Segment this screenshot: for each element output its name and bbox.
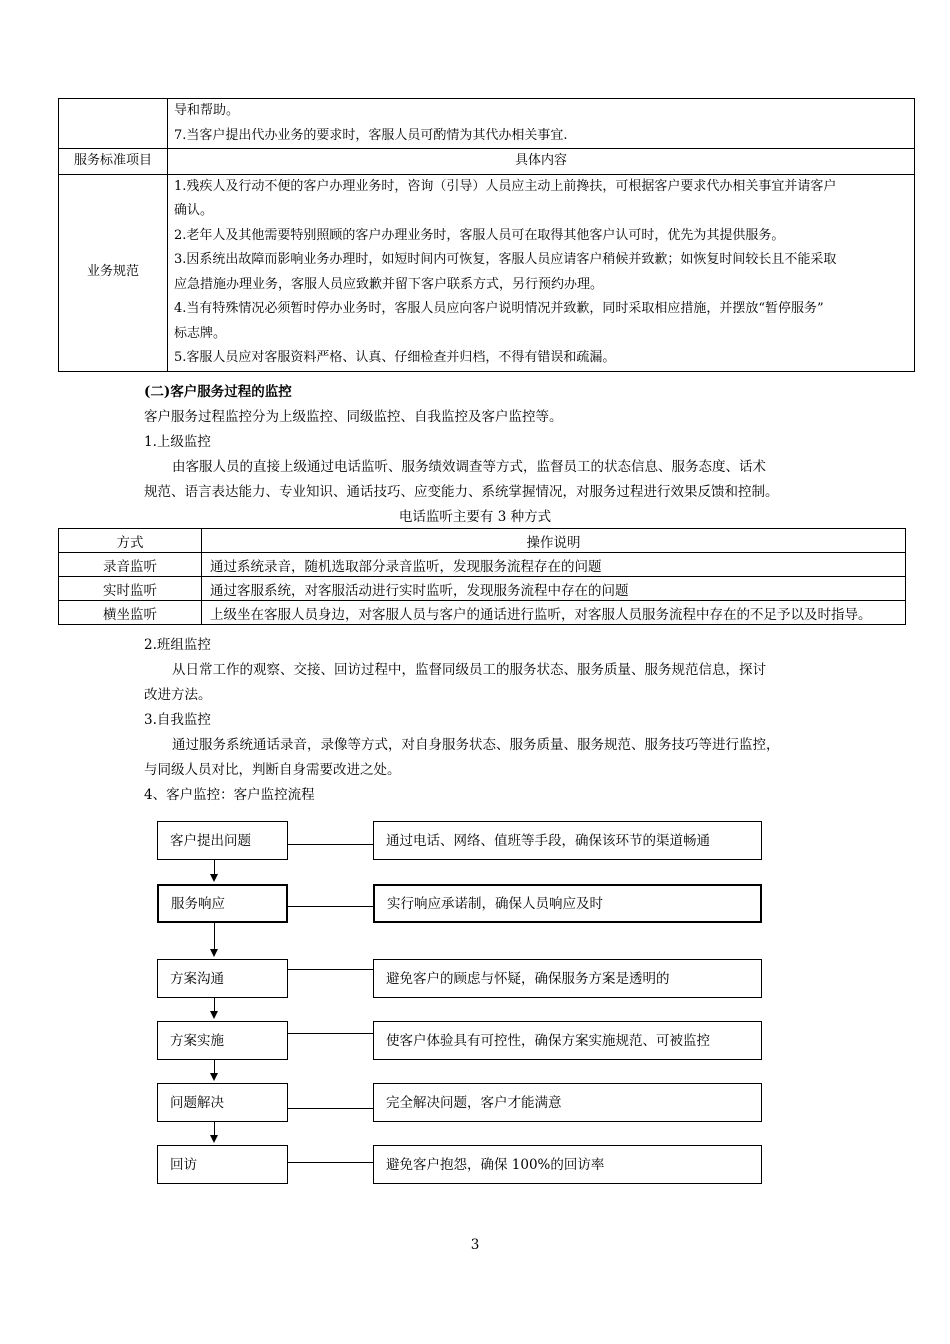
monitor-methods-table xyxy=(58,528,906,625)
table-header-row xyxy=(59,529,906,553)
text-line: 应急措施办理业务，客服人员应致歉并留下客户联系方式，另行预约办理。 xyxy=(174,276,604,292)
text-line: 标志牌。 xyxy=(174,325,227,341)
flow-step-label: 方案实施 xyxy=(170,1032,224,1049)
arrow-line xyxy=(214,860,215,874)
flow-step-box xyxy=(157,1083,288,1122)
flow-note-box xyxy=(373,959,762,998)
p2-line: 从日常工作的观察、交接、回访过程中，监督同级员工的服务状态、服务质量、服务规范信息，探讨 xyxy=(172,662,766,678)
flow-note-label: 实行响应承诺制，确保人员响应及时 xyxy=(387,895,603,912)
flow-note-label: 通过电话、网络、值班等手段，确保该环节的渠道畅通 xyxy=(386,832,710,849)
flow-note-box xyxy=(373,1021,762,1060)
flow-step-label: 客户提出问题 xyxy=(170,832,251,849)
arrow-line xyxy=(214,923,215,949)
flow-step-box xyxy=(157,821,288,860)
section-intro: 客户服务过程监控分为上级监控、同级监控、自我监控及客户监控等。 xyxy=(144,409,563,425)
page-number: 3 xyxy=(470,1237,480,1253)
flow-note-label: 完全解决问题，客户才能满意 xyxy=(386,1094,562,1111)
table-row xyxy=(59,174,915,371)
service-standard-table xyxy=(58,98,915,372)
flow-note-label: 使客户体验具有可控性，确保方案实施规范、可被监控 xyxy=(386,1032,710,1049)
arrow-line xyxy=(214,998,215,1011)
flow-step-box xyxy=(157,1021,288,1060)
arrow-down-icon xyxy=(210,874,218,882)
flow-note-box xyxy=(373,884,762,923)
table-caption: 电话监听主要有 3 种方式 xyxy=(398,509,552,525)
connector-line xyxy=(288,844,373,845)
connector-line xyxy=(288,1162,373,1163)
flow-note-box xyxy=(373,1145,762,1184)
desc-cell: 通过客服系统，对客服活动进行实时监听，发现服务流程中存在的问题 xyxy=(202,577,906,601)
table-row xyxy=(59,99,915,149)
text-line: 7.当客户提出代办业务的要求时，客服人员可酌情为其代办相关事宜. xyxy=(174,127,568,143)
arrow-line xyxy=(214,1122,215,1135)
flow-note-label: 避免客户抱怨，确保 100%的回访率 xyxy=(386,1156,605,1173)
mode-cell: 录音监听 xyxy=(59,553,202,577)
flow-step-box xyxy=(157,884,288,923)
flow-note-box xyxy=(373,1083,762,1122)
section-heading: (二)客户服务过程的监控 xyxy=(144,384,292,400)
header-item: 服务标准项目 xyxy=(59,149,168,175)
flow-step-label: 方案沟通 xyxy=(170,970,224,987)
p1-line: 规范、语言表达能力、专业知识、通话技巧、应变能力、系统掌握情况，对服务过程进行效果反馈和控制。 xyxy=(144,484,779,500)
continuation-cell xyxy=(168,99,915,149)
empty-cell xyxy=(59,99,168,149)
arrow-down-icon xyxy=(210,1135,218,1143)
p3-title: 3.自我监控 xyxy=(144,712,211,728)
mode-cell: 横坐监听 xyxy=(59,601,202,625)
text-line: 确认。 xyxy=(174,203,214,218)
p1-line: 由客服人员的直接上级通过电话监听、服务绩效调查等方式，监督员工的状态信息、服务态度、话术 xyxy=(172,459,766,475)
p1-title: 1.上级监控 xyxy=(144,434,211,450)
row-label: 业务规范 xyxy=(59,174,168,371)
connector-line xyxy=(288,969,373,970)
table-row xyxy=(59,577,906,601)
table-row xyxy=(59,553,906,577)
connector-line xyxy=(288,1033,373,1034)
header-content: 具体内容 xyxy=(168,149,915,175)
text-line: 4.当有特殊情况必须暂时停办业务时，客服人员应向客户说明情况并致歉，同时采取相应措施，并摆放“暂停服务” xyxy=(174,301,824,316)
connector-line xyxy=(288,1108,373,1109)
desc-cell: 通过系统录音，随机选取部分录音监听，发现服务流程存在的问题 xyxy=(202,553,906,577)
text-line: 3.因系统出故障而影响业务办理时，如短时间内可恢复，客服人员应请客户稍候并致歉；如恢复时间较长且不能采取 xyxy=(174,252,837,267)
flow-step-box xyxy=(157,1145,288,1184)
arrow-down-icon xyxy=(210,949,218,957)
flow-step-label: 服务响应 xyxy=(171,895,225,912)
flow-step-box xyxy=(157,959,288,998)
connector-line xyxy=(288,906,373,907)
desc-cell: 上级坐在客服人员身边，对客服人员与客户的通话进行监听，对客服人员服务流程中存在的不足予以及时指导。 xyxy=(202,601,906,625)
table-header-row xyxy=(59,149,915,175)
flow-note-box xyxy=(373,821,762,860)
p3-line: 通过服务系统通话录音，录像等方式，对自身服务状态、服务质量、服务规范、服务技巧等进行监控， xyxy=(172,737,780,753)
header-desc: 操作说明 xyxy=(202,529,906,553)
p2-line: 改进方法。 xyxy=(144,687,212,703)
row-content xyxy=(168,174,915,371)
flow-step-label: 问题解决 xyxy=(170,1094,224,1111)
p3-line: 与同级人员对比，判断自身需要改进之处。 xyxy=(144,762,401,778)
arrow-line xyxy=(214,1060,215,1073)
arrow-down-icon xyxy=(210,1011,218,1019)
table-row xyxy=(59,601,906,625)
mode-cell: 实时监听 xyxy=(59,577,202,601)
text-line: 1.残疾人及行动不便的客户办理业务时，咨询（引导）人员应主动上前搀扶，可根据客户要求代办相关事宜并请客户 xyxy=(174,178,837,194)
p2-title: 2.班组监控 xyxy=(144,637,211,653)
text-line: 2.老年人及其他需要特别照顾的客户办理业务时，客服人员可在取得其他客户认可时，优先为其提供服务。 xyxy=(174,227,785,243)
text-line: 5.客服人员应对客服资料严格、认真、仔细检查并归档，不得有错误和疏漏。 xyxy=(174,350,616,365)
p4-title: 4、客户监控：客户监控流程 xyxy=(144,787,315,803)
header-mode: 方式 xyxy=(59,529,202,553)
arrow-down-icon xyxy=(210,1073,218,1081)
flow-step-label: 回访 xyxy=(170,1156,197,1173)
text-line: 导和帮助。 xyxy=(174,103,240,118)
flow-note-label: 避免客户的顾虑与怀疑，确保服务方案是透明的 xyxy=(386,970,670,987)
